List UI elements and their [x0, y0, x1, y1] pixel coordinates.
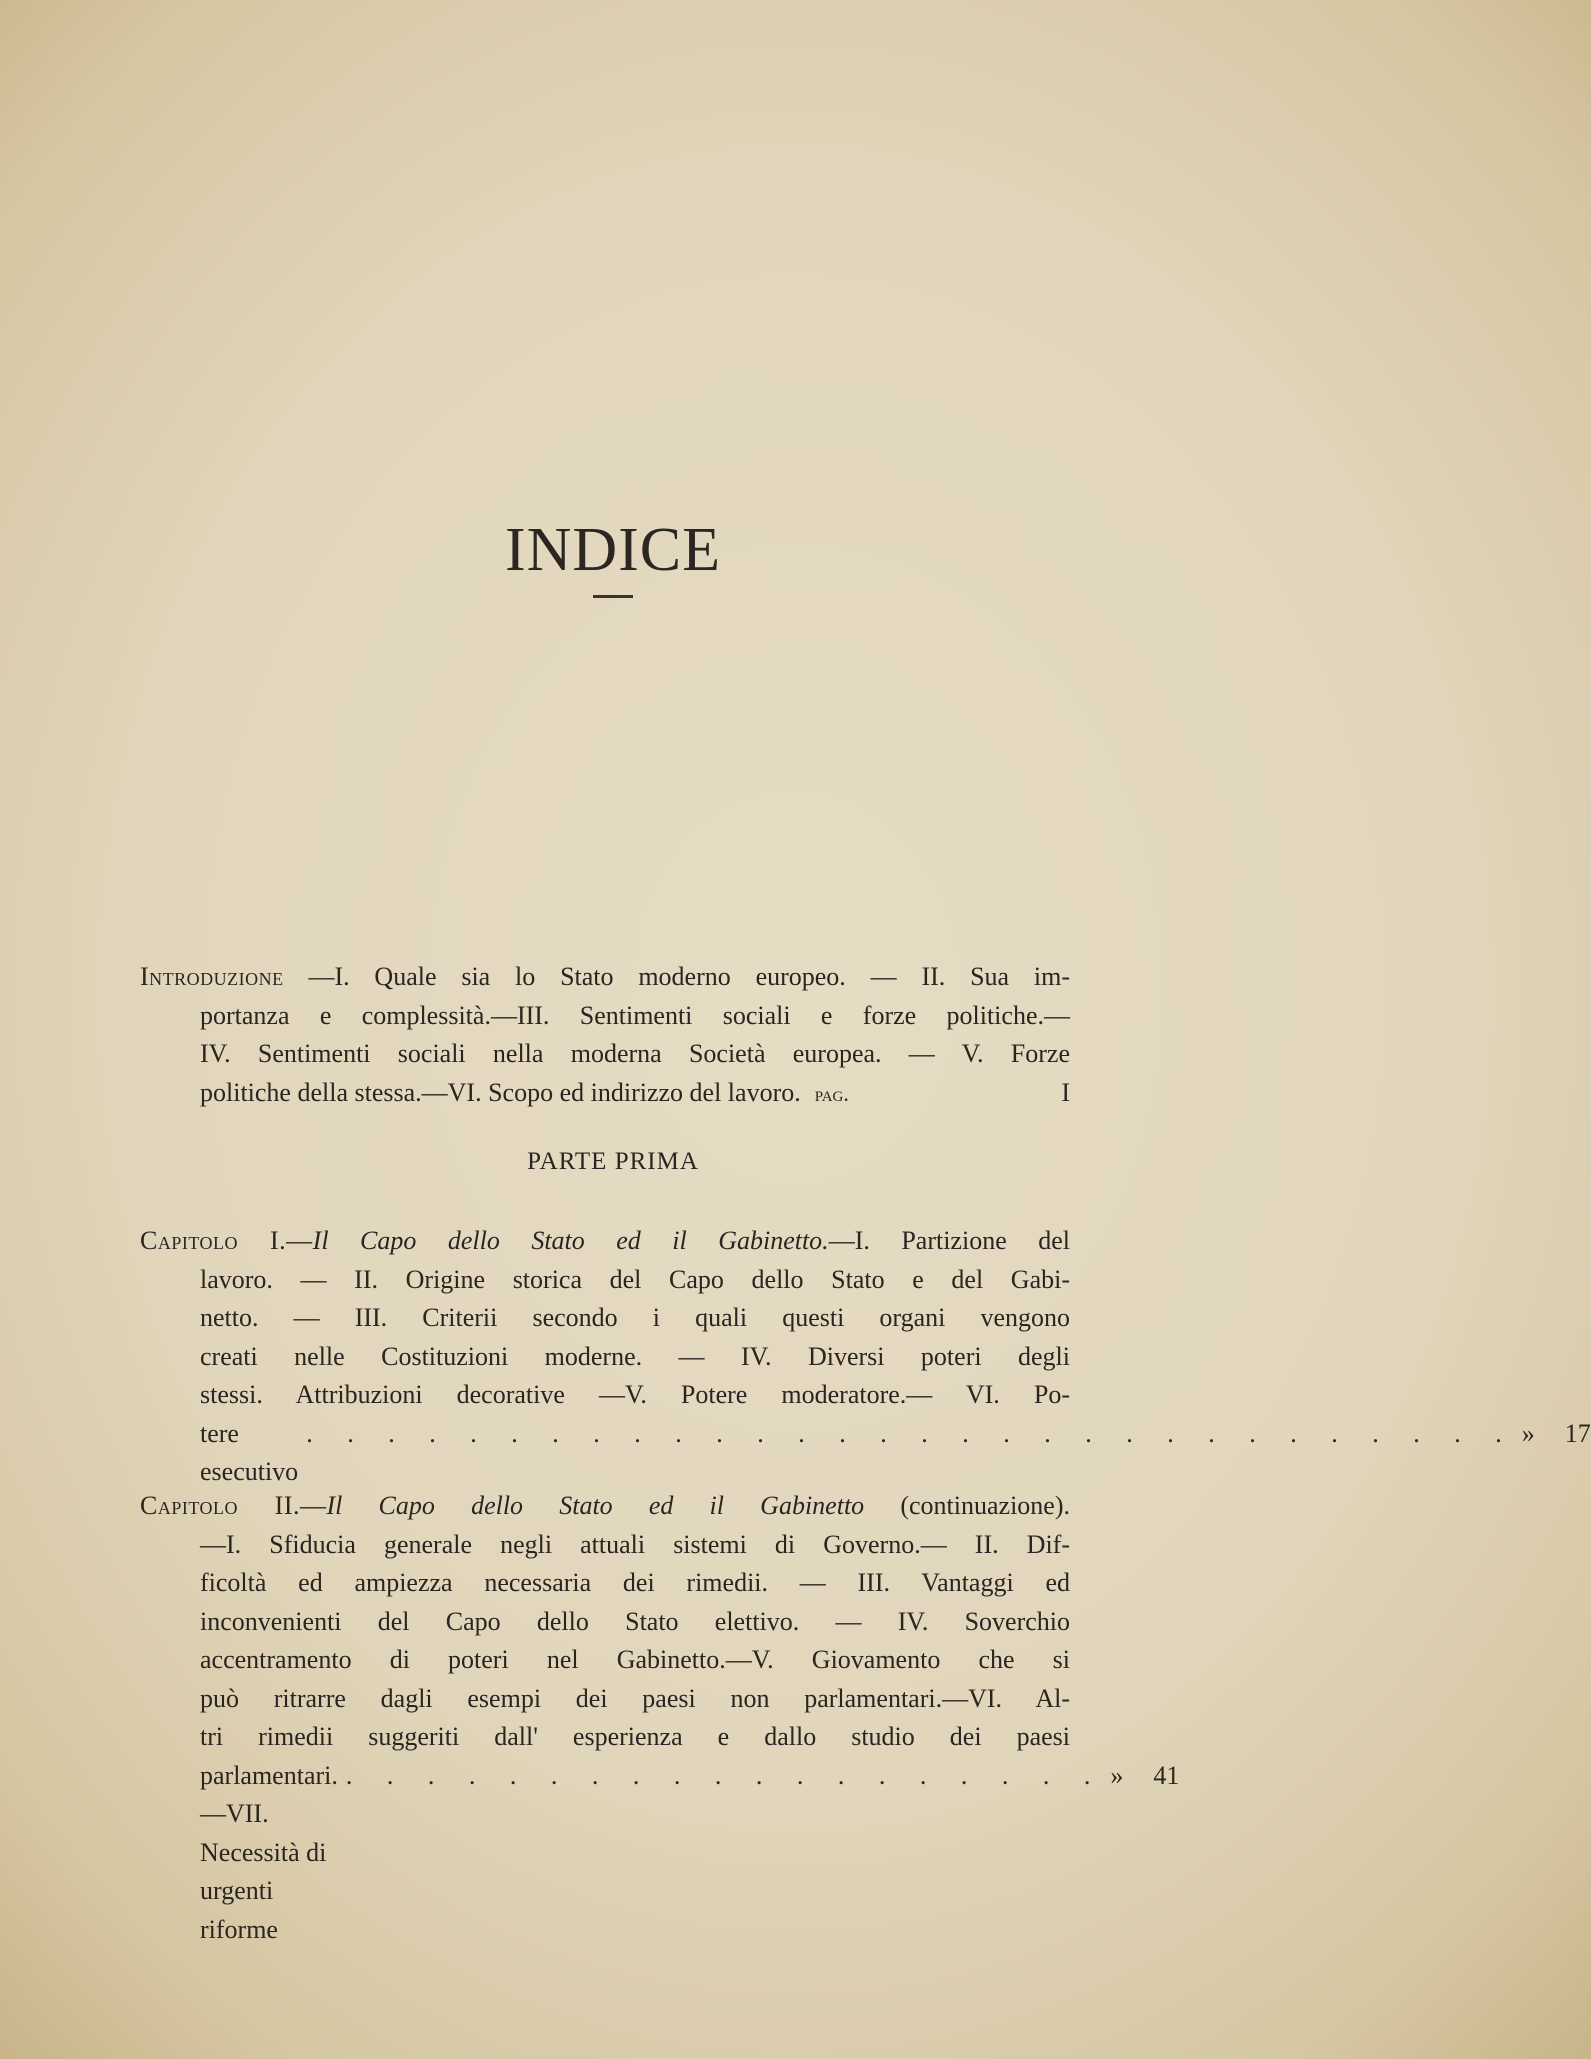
toc-line: Capitolo II.—Il Capo dello Stato ed il Gabinetto (continuazione).	[140, 1491, 1070, 1520]
entry-label: Introduzione	[140, 962, 284, 991]
page-number: 17	[1564, 1418, 1591, 1448]
toc-line: portanza e complessità.—III. Sentimenti sociali e forze politiche.—	[200, 1000, 1070, 1030]
toc-line: creati nelle Costituzioni moderne. — IV. Diversi poteri degli	[200, 1341, 1070, 1371]
dot-leader: . . . . . . . . . . . . . . . . . . .	[345, 1760, 1105, 1790]
toc-line: tri rimedii suggeriti dall' esperienza e dallo studio dei paesi	[200, 1722, 1070, 1751]
toc-last-line: parlamentari.—VII. Necessità di urgenti riforme . . . . . . . . . . . . . . . . . . . » 41	[140, 1757, 1070, 1950]
ditto-mark: »	[1521, 1418, 1535, 1448]
chapter-title: Il Capo dello Stato ed il Gabinetto.	[312, 1226, 829, 1255]
ditto-mark: »	[1110, 1760, 1124, 1790]
pag-label: pag.	[814, 1080, 849, 1106]
page-number: I	[1061, 1077, 1070, 1107]
title-rule	[593, 595, 633, 598]
toc-entry-capitolo-1	[140, 1222, 1591, 1492]
toc-line: Introduzione —I. Quale sia lo Stato moderno europeo. — II. Sua im-	[140, 962, 1070, 991]
toc-line: Capitolo I.—Il Capo dello Stato ed il Gabinetto.—I. Partizione del	[140, 1226, 1070, 1255]
toc-line: ficoltà ed ampiezza necessaria dei rimedii. — III. Vantaggi ed	[200, 1568, 1070, 1597]
toc-line: stessi. Attribuzioni decorative —V. Potere moderatore.— VI. Po-	[200, 1380, 1070, 1409]
page-title: INDICE	[504, 516, 722, 584]
toc-line: può ritrarre dagli esempi dei paesi non parlamentari.—VI. Al-	[200, 1683, 1070, 1713]
toc-line: IV. Sentimenti sociali nella moderna Società europea. — V. Forze	[200, 1039, 1070, 1068]
toc-entry-capitolo-2	[140, 1487, 1180, 1949]
toc-line: inconvenienti del Capo dello Stato elettivo. — IV. Soverchio	[200, 1606, 1070, 1636]
toc-line: lavoro. — II. Origine storica del Capo dello Stato e del Gabi-	[200, 1264, 1070, 1294]
toc-last-line: tere esecutivo . . . . . . . . . . . . . . . . . . . . . . . . . . . . . . » 17	[140, 1415, 1070, 1492]
section-heading: PARTE PRIMA	[527, 1148, 699, 1175]
chapter-title: Il Capo dello Stato ed il Gabinetto	[326, 1491, 865, 1520]
toc-entry-introduzione	[140, 958, 1070, 1113]
toc-line: accentramento di poteri nel Gabinetto.—V. Giovamento che si	[200, 1645, 1070, 1674]
toc-line: netto. — III. Criterii secondo i quali questi organi vengono	[200, 1303, 1070, 1332]
page-number: 41	[1153, 1760, 1180, 1790]
dot-leader: . . . . . . . . . . . . . . . . . . . . . . . . . . . . . .	[306, 1418, 1516, 1448]
toc-last-line: politiche della stessa.—VI. Scopo ed indirizzo del lavoro. pag. I	[140, 1074, 1070, 1114]
toc-line: —I. Sfiducia generale negli attuali sistemi di Governo.— II. Dif-	[200, 1529, 1070, 1559]
